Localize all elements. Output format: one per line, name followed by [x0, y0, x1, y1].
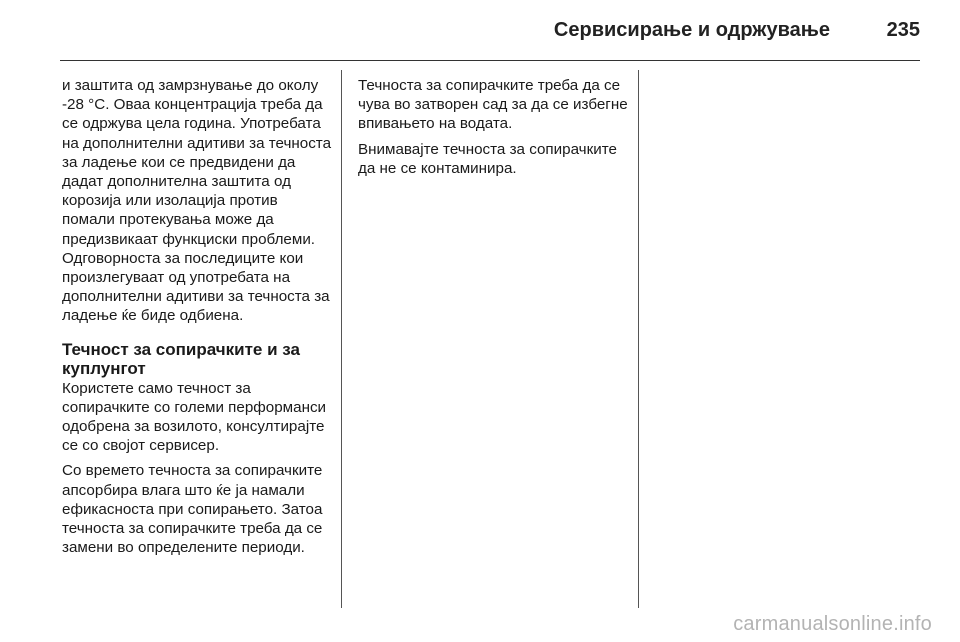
brake-fluid-heading: Течност за сопирачките и за куплунгот [62, 339, 300, 379]
brake-fluid-paragraph-2: Со времето течноста за сопирачките апсорбира влага што ќе ја намали ефикасноста при сопирањето. Затоа течноста за сопирачките треба да се замени во определените периоди. [62, 462, 323, 557]
brake-fluid-storage-paragraph: Течноста за сопирачките треба да се чува во затворен сад за да се избегне впивањето на водата. [358, 77, 628, 133]
column-divider-1 [341, 70, 342, 608]
page-number: 235 [886, 19, 920, 41]
right-column [358, 76, 630, 184]
section-title: Сервисирање и одржување [553, 19, 830, 41]
column-divider-2 [638, 70, 639, 608]
brake-fluid-contamination-paragraph: Внимавајте течноста за сопирачките да не се контаминира. [358, 140, 617, 177]
left-column [62, 76, 334, 563]
coolant-paragraph: и заштита од замрзнување до околу -28 °C. Оваа концентрација треба да се одржува цела година. Употребата на дополнителни адитиви за течноста за ладење кои се предвидени да дадат дополнителна заштита од корозија или изолација против помали протекувања може да предизвикаат функциски проблеми. Одговорноста за последиците кои произлегуваат од употребата на дополнителни адитиви за течноста за ладење ќе биде одбиена. [62, 77, 332, 325]
page-header [60, 0, 920, 61]
watermark: carmanualsonline.info [733, 613, 932, 635]
brake-fluid-paragraph-1: Користете само течност за сопирачките со големи перформанси одобрена за возилото, консултирајте се со својот сервисер. [62, 379, 327, 455]
